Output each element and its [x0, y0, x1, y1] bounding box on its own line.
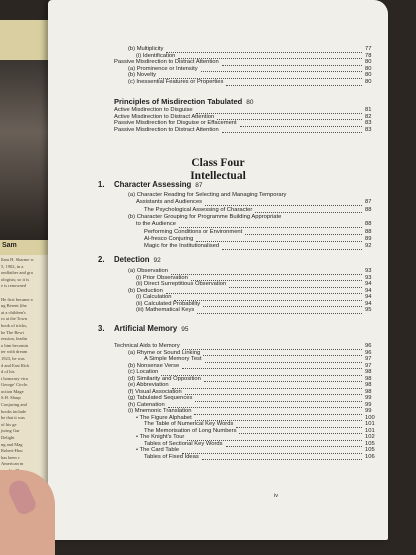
toc-entry: Active Misdirection to Distract Attention — [114, 113, 215, 120]
section-number: 2. — [98, 255, 105, 264]
dot-leader — [245, 234, 362, 235]
dot-leader — [203, 306, 362, 307]
sidebar-line: ro at the Town — [1, 316, 27, 322]
toc-page-number: 102 — [365, 434, 375, 440]
sidebar-line: at a children's — [1, 309, 26, 315]
toc-page-number: 99 — [365, 395, 372, 401]
sidebar-heading: Sam — [2, 242, 17, 249]
sidebar-line: ng Berent (the — [1, 303, 27, 309]
section-heading — [98, 180, 203, 189]
sidebar-line: George' Circle. — [1, 382, 29, 388]
toc-page-number: 98 — [365, 375, 372, 382]
section-heading — [98, 324, 189, 333]
sidebar-line: e is renowned — [1, 283, 26, 289]
dot-leader — [240, 126, 362, 127]
dot-leader — [182, 368, 362, 369]
toc-page-number: 89 — [365, 235, 372, 242]
toc-page-number: 98 — [365, 388, 372, 395]
sidebar-line: he The Bewi — [1, 329, 24, 335]
toc-entry: (a) Character Reading for Selecting and Managing Temporary — [128, 192, 287, 198]
toc-page-number: 96 — [365, 343, 372, 349]
dot-leader — [222, 249, 362, 250]
sidebar-line: be that it was — [1, 415, 25, 421]
toc-page-number: 99 — [365, 401, 372, 408]
dot-leader — [203, 355, 362, 356]
sidebar-line: t honorary viru — [1, 375, 28, 381]
toc-entry: Active Misdirection to Disguise — [114, 107, 193, 113]
page-folio: iv — [274, 493, 278, 499]
dot-leader — [174, 300, 362, 301]
toc-page-number: 87 — [365, 199, 372, 206]
dot-leader — [185, 394, 362, 395]
toc-entry: (d) Similarity and Opposition — [128, 375, 201, 382]
toc-entry: (b) Deduction — [128, 287, 163, 294]
toc-entry: • The Figure Alphabet — [136, 414, 192, 421]
sidebar-line: ression, leadin — [1, 336, 27, 342]
dot-leader — [172, 388, 362, 389]
class-title — [48, 157, 388, 182]
dot-leader — [196, 241, 362, 242]
toc-entry: The Table of Numerical Key Words — [144, 421, 234, 427]
dot-leader — [222, 65, 362, 66]
sidebar-line: llam H. Sharme w — [1, 257, 34, 262]
heading-title: Principles of Misdirection Tabulated — [114, 97, 243, 106]
toc-page-number: 92 — [365, 243, 372, 250]
toc-page-number: 96 — [365, 349, 372, 356]
sidebar-line: Delight — [1, 435, 15, 441]
dot-leader — [194, 414, 362, 415]
section-number: 3. — [98, 324, 105, 333]
toc-entry: • The Card Table — [136, 447, 180, 453]
toc-page-number: 80 — [365, 65, 372, 72]
dot-leader — [201, 71, 362, 72]
toc-entry: (b) Multiplicity — [128, 46, 164, 52]
class-title-line2: Intellectual — [190, 169, 246, 182]
dot-leader — [229, 287, 362, 288]
sidebar-line: ter with dream — [1, 349, 28, 355]
dot-leader — [226, 446, 362, 447]
toc-page-number: 88 — [365, 206, 372, 213]
section-title: Character Assessing — [114, 180, 192, 189]
toc-entry: Al-fresco Conjuring — [144, 235, 194, 242]
toc-page-number: 80 — [365, 59, 372, 66]
dot-leader — [205, 362, 362, 363]
toc-entry: (a) Rhyme or Sound Linking — [128, 349, 201, 356]
toc-page-number: 97 — [365, 356, 372, 362]
toc-page-number: 78 — [365, 52, 372, 59]
dot-leader — [202, 459, 362, 460]
heading-page-number: 80 — [246, 99, 254, 106]
toc-entry: Tables of Fixed Ideas — [144, 453, 199, 460]
toc-entry: (ii) Calculated Probability — [136, 300, 201, 307]
toc-entry: Technical Aids to Memory — [114, 343, 180, 349]
toc-entry: (e) Abbreviation — [128, 382, 169, 388]
toc-entry: (b) Character Grouping for Programme Building Appropriate — [128, 213, 282, 220]
toc-entry: The Psychological Assessing of Character — [144, 206, 253, 213]
toc-page-number: 88 — [365, 221, 372, 228]
section-title: Artificial Memory — [114, 324, 178, 333]
sidebar-line: book of tricks, — [1, 322, 28, 328]
toc-page-number: 93 — [365, 268, 372, 274]
toc-entry: (b) Nonsense Verse — [128, 362, 180, 369]
toc-entry: (b) Novelty — [128, 72, 157, 79]
author-photo — [0, 60, 48, 240]
section-title: Detection — [114, 255, 150, 264]
sidebar-line: Conjuring and — [1, 402, 27, 408]
toc-entry: Passive Misdirection for Disguise or Effacement — [114, 120, 237, 127]
toc-page-number: 94 — [365, 287, 372, 294]
toc-entry: Tables of Sectional Key Words — [144, 440, 223, 447]
sidebar-line: uction Mage — [1, 388, 24, 394]
dot-leader — [195, 401, 362, 402]
toc-page-number: 100 — [365, 414, 375, 421]
sidebar-line: 1923, he was — [1, 355, 25, 361]
sidebar-line: of his ge — [1, 421, 17, 427]
sidebar-line: ng and Mag — [1, 441, 23, 447]
toc-page-number: 80 — [365, 79, 372, 85]
dot-leader — [171, 274, 362, 275]
toc-entry: (i) Mnemonic Translation — [128, 408, 192, 414]
toc-entry: (i) Prior Observation — [136, 274, 188, 281]
toc-page-number: 83 — [365, 126, 372, 133]
toc-page-number: 95 — [365, 307, 372, 313]
toc-page-number: 80 — [365, 72, 372, 79]
toc-page-number: 94 — [365, 300, 372, 307]
dot-leader — [182, 453, 362, 454]
toc-page-number: 105 — [365, 440, 375, 447]
toc-page-number: 93 — [365, 274, 372, 281]
toc-entry: Performing Conditions or Environment — [144, 228, 243, 235]
sidebar-line: d and East Rick — [1, 362, 30, 368]
sidebar-line: Robert-Hou — [1, 448, 23, 454]
toc-page-number: 105 — [365, 447, 375, 453]
sidebar-line: ologists; so it is — [1, 276, 30, 282]
toc-page-number: 94 — [365, 281, 372, 287]
toc-entry: Assistants and Audiences — [136, 199, 203, 206]
toc-entry: (h) Catenation — [128, 401, 165, 408]
contents-page — [48, 0, 388, 540]
section-number: 1. — [98, 180, 105, 189]
toc-page-number: 98 — [365, 369, 372, 375]
toc-page-number: 83 — [365, 120, 372, 127]
dot-leader — [197, 313, 362, 314]
dot-leader — [183, 349, 362, 350]
toc-entry: • The Knight's Tour — [136, 434, 185, 440]
dot-leader — [222, 132, 362, 133]
toc-page-number: 101 — [365, 421, 375, 427]
sidebar-line: books include — [1, 408, 27, 414]
toc-page-number: 94 — [365, 294, 372, 300]
class-title-line1: Class Four — [191, 157, 245, 169]
section-heading-principles — [114, 97, 253, 106]
section-page-number: 92 — [153, 257, 161, 264]
dot-leader — [196, 113, 362, 114]
toc-page-number: 101 — [365, 427, 375, 434]
dot-leader — [166, 293, 362, 294]
toc-entry: (f) Visual Association — [128, 388, 182, 395]
toc-entry: (g) Tabulated Sequences — [128, 395, 193, 401]
toc-entry: (i) Identification — [136, 52, 176, 59]
section-heading — [98, 255, 161, 264]
sidebar-line: d of his — [1, 369, 15, 375]
toc-page-number: 106 — [365, 453, 375, 460]
dot-leader — [226, 85, 362, 86]
sidebar-line: S.H. Sharp — [1, 395, 21, 401]
section-page-number: 87 — [195, 182, 203, 189]
dot-leader — [217, 119, 362, 120]
toc-page-number: 99 — [365, 408, 372, 414]
dot-leader — [166, 52, 362, 53]
toc-entry: Magic for the Institutionalised — [144, 243, 220, 250]
dot-leader — [239, 433, 362, 434]
toc-entry: (c) Location — [128, 369, 159, 375]
toc-entry: (ii) Direct Surreptitious Observation — [136, 281, 227, 287]
toc-entry: to the Audience — [136, 221, 176, 228]
toc-page-number: 97 — [365, 362, 372, 369]
toc-entry: Passive Misdirection to Distract Attention — [114, 126, 219, 133]
toc-page-number: 88 — [365, 228, 372, 235]
sidebar-line: o him becomin — [1, 342, 28, 348]
sidebar-line: American m — [1, 461, 24, 467]
toc-entry: (a) Prominence or Intensity — [128, 65, 198, 72]
sidebar-line: He first became a — [1, 296, 33, 302]
section-page-number: 95 — [181, 326, 189, 333]
toc-entry: Passive Misdirection to Distract Attention — [114, 59, 219, 66]
toc-entry: A Simple Memory Test — [144, 356, 202, 362]
dot-leader — [204, 381, 362, 382]
toc-page-number: 77 — [365, 46, 372, 52]
toc-entry: (a) Observation — [128, 268, 168, 274]
toc-page-number: 81 — [365, 107, 372, 113]
toc-entry: (iii) Mathematical Keys — [136, 307, 195, 313]
sidebar-line: 5, 1902, in a — [1, 263, 24, 269]
toc-page-number: 98 — [365, 382, 372, 388]
sidebar-line: ondfather and gra — [1, 270, 33, 276]
dot-leader — [168, 407, 362, 408]
dot-leader — [236, 427, 362, 428]
sidebar-line: juring Gar — [1, 428, 20, 434]
toc-entry: (i) Calculation — [136, 294, 172, 300]
toc-page-number: 82 — [365, 113, 372, 120]
toc-entry: The Memorisation of Long Numbers — [144, 427, 237, 434]
toc-entry: (c) Inessential Features or Properties — [128, 79, 224, 85]
sidebar-line: has been c — [1, 454, 20, 460]
